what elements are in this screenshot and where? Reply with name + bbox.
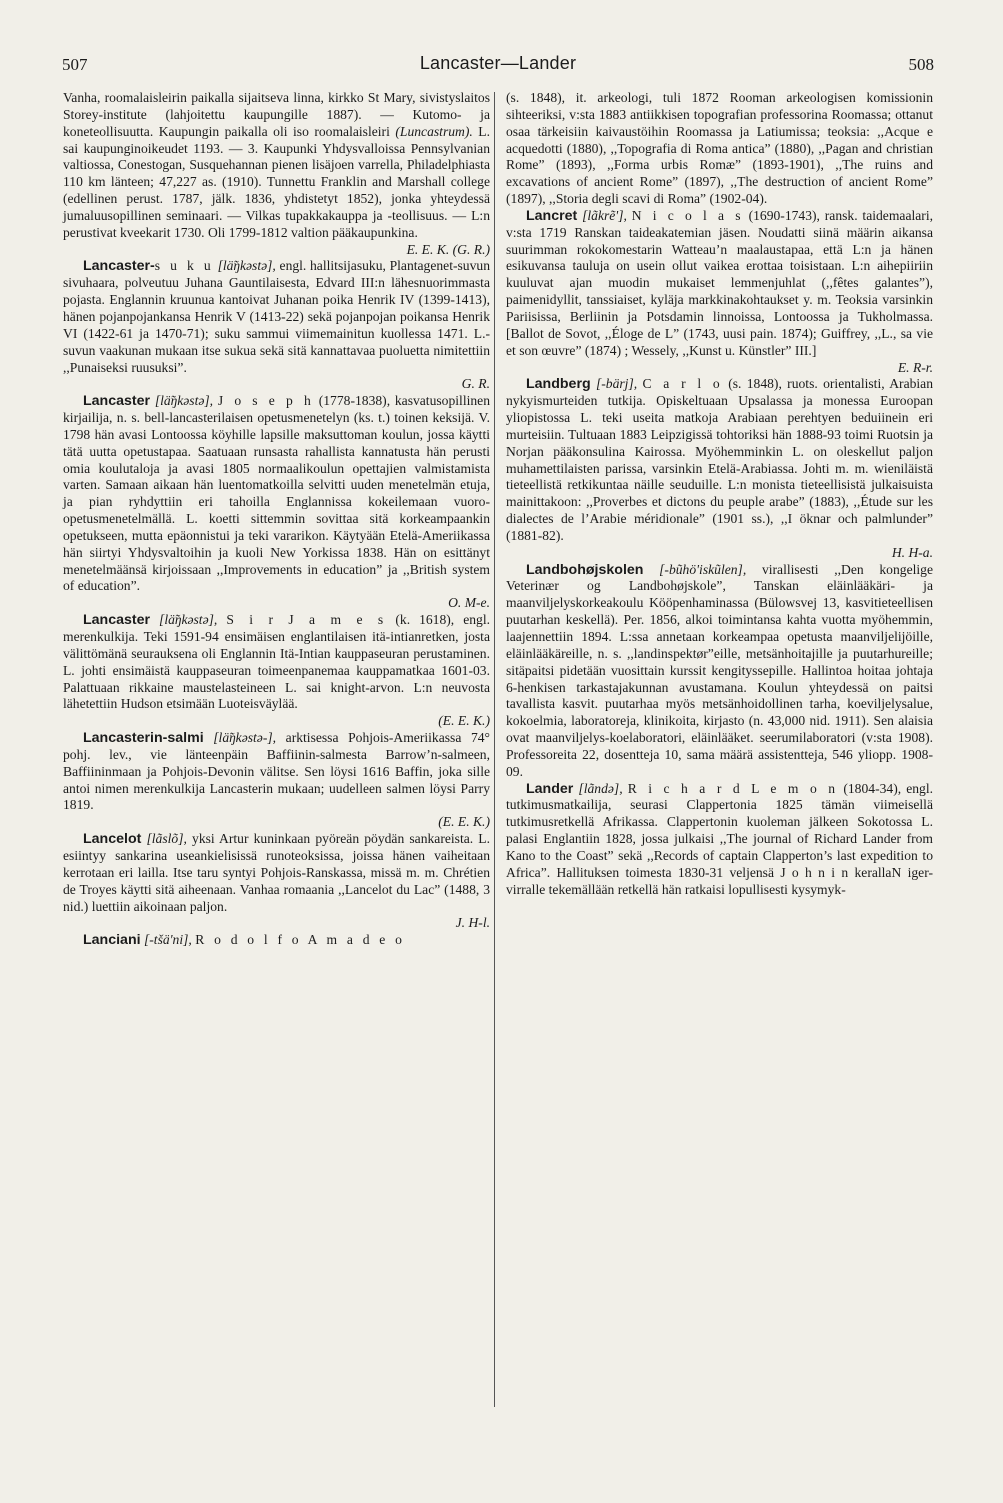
headword: Lancaster xyxy=(83,612,151,629)
author-signature: G. R. xyxy=(461,376,490,392)
author-signature: E. E. K. (G. R.) xyxy=(406,241,490,257)
headword: Lander xyxy=(526,780,574,797)
running-title: Lancaster—Lander xyxy=(419,53,577,73)
entry-text: virallisesti ,,Den kongelige Veterinær og Landbohøjskole”, Tanskan eläinlääkäri- ja maanviljelyskorkeakoulu Kööpenhaminassa (Bülowsvej 13, kasvitieteellisen puutarhan keskellä). Per. 1856, alkoi toimintansa kahta vuotta myöhemmin, laajennettiin 1894. L:ssa annetaan korkeampaa opetusta maanviljelijöille, eläinlääkäreille, n. s. ,,landinspektør”eille, metsänhoitajille ja puutarhureille; sitäpaitsi pidetään vuosittain kurssit kengityssepille. Hallintoa hoitaa johtaja 6-henkisen tarkastajakunnan avustamana. Koulun yhteydessä on paitsi tavallista kasvit. puutarhaa myös metsänhoidollinen tarha, koeviljelysalue, kokoelmia, laboratoreja, klinikoita, kirjasto (n. 43,000 nid. 1911). Sen alaisia ovat maanviljelys-koelaboratori, eläinlääket. seerumilaboratori (v:sta 1908). Professoreita 22, dosentteja 10, sama määrä assistentteja, 546 yliopp. 1908-09. xyxy=(506,561,933,779)
author-signature: E. R-r. xyxy=(897,359,933,375)
author-signature: J. H-l. xyxy=(455,915,490,931)
headword-suffix: s u k u xyxy=(154,258,214,274)
entry-lancaster-suku xyxy=(63,258,490,393)
entry-landbohojskolen xyxy=(506,562,933,781)
right-column xyxy=(506,90,933,899)
headword: Lancelot xyxy=(83,831,142,848)
entry-text: (1804-34), engl. tutkimusmatkailija, seurasi Clappertonia 1825 tämän viimeisellä tutkimusretkellä Afrikassa. Clappertonin kuoleman jälkeen Sokotossa L. palasi Englantiin 1828, jossa julkaisi ,,The journal of Richard Lander from Kano to the Coast” sekä ,,Records of captain Clapperton’s last expedition to Africa”. Hallituksen toimesta 1830-31 veljensä J o h n i n kerallaN iger-virralle tekemällään retkellä hän ratkaisi lopullisesti kysymyk- xyxy=(506,780,934,897)
entry-text: Vanha, roomalaisleirin paikalla sijaitseva linna, kirkko St Mary, sivistyslaitos Storey-institute (lahjoitettu kaupungille 1887). — Kutomo- ja koneteollisuutta. Kaupungin paikalla oli iso roomalaisleiri xyxy=(63,90,490,139)
entry-lancaster-joseph xyxy=(63,393,490,612)
pronunciation: [lãkrẽ'], xyxy=(582,207,627,223)
latin-name: (Luncastrum). xyxy=(395,123,473,139)
headword: Landbohøjskolen xyxy=(526,561,644,578)
entry-continuation xyxy=(506,90,933,208)
pronunciation: [lä̃ŋkəstə-], xyxy=(213,730,277,746)
author-signature: (E. E. K.) xyxy=(438,814,490,830)
entry-text: engl. hallitsijasuku, Plantagenet-suvun sivuhaara, polveutuu Juhana Gauntilaisesta, Edvard III:n lähesnuorimmasta pojasta. Englannin kruunua kantoivat Juhanan poika Henrik IV (1399-1413), hänen pojanpojankansa Henrik V (1413-22) sekä pojanpojan poikansa Henrik VI (1422-61 ja 1470-71); suku sammui viimemainitun kuollessa 1471. L.-suvun vaakunan mukaan itse sukua sekä sitä kannattavaa puoluetta nimitettiin ,,Punaiseksi ruusuksi”. xyxy=(63,258,490,375)
author-signature: O. M-e. xyxy=(448,595,490,611)
headword: Landberg xyxy=(526,376,591,393)
entry-lancasterin-salmi xyxy=(63,730,490,831)
pronunciation: [-bũhö'iskũlen], xyxy=(659,561,747,577)
headword: Lancaster xyxy=(83,393,151,410)
entry-continuation xyxy=(63,90,490,258)
entry-lanciani xyxy=(63,932,490,949)
headword: Lancasterin-salmi xyxy=(83,730,204,747)
pronunciation: [lãndə], xyxy=(578,780,623,796)
entry-text: arktisessa Pohjois-Ameriikassa 74° pohj. lev., vie länteenpäin Baffiinin-salmesta Barrow’n-salmeen, Baffiininmaan ja Pohjois-Devonin välitse. Sen löysi 1616 Baffin, joka sille antoi nimen merenkulkija Lancasterin mukaan; uudelleen salmen löysi Parry 1819. xyxy=(63,730,490,813)
entry-lander xyxy=(506,781,933,899)
entry-text: (1690-1743), ransk. taidemaalari, v:sta 1719 Ranskan taideakatemian jäsen. Noudatti siinä määrin aikansa suurimman rokokomestarin Watteau’n maalaustapaa, että L:n ja hänen esikuvansa tauluja on usein ollut vaikea erottaa toisistaan. L:n aihepiiriin kuuluvat ajan muodin mukaiset lemmenjuhlat (,,fêtes galantes”), paimenidyllit, tanssiaiset, kyläja markkinakohtaukset y. m. Teoksia varsinkin Pariisissa, Berliinin ja Potsdamin linnoissa, Lontoossa ja Tukholmassa. [Ballot de Sovot, ,,Éloge de L” (1743, uusi pain. 1874); Guiffrey, ,,L., sa vie et son œuvre” (1874) ; Wessely, ,,Kunst u. Künstler” III.] xyxy=(506,207,933,358)
author-signature: (E. E. K.) xyxy=(438,713,490,729)
headword: Lancaster- xyxy=(83,258,155,275)
entry-text: (s. 1848), ruots. orientalisti, Arabian nykyismurteiden tutkija. Opiskeltuaan Upsalassa ja monessa Euroopan yliopistossa L. teki useita matkoja Arabiaan perehtyen beduiinein eri murteisiin. Tultuaan 1883 Leipzigissä tohtoriksi hän 1888-93 toimi Ruotsin ja Norjan pääkonsulina Kairossa. Myöhemminkin L. on oleskellut paljon muhamettilaisten parissa, varsinkin Etelä-Arabiassa. Johti m. m. wieniläistä tieteellistä retkikuntaa näille seuduille. L:n monista tieteellisistä julkaisuista mainittakoon: ,,Proverbes et dictons du peuple arabe” (1883), ,,Étude sur les dialectes de l’Arabie méridionale” (1901 ss.), ,,I öknar och palmlunder” (1881-82). xyxy=(506,376,934,543)
entry-text: (k. 1618), engl. merenkulkija. Teki 1591-94 ensimäisen englantilaisen itä-intianretken, josta välittömänä seurauksena oli Englannin Itä-Intian kauppaseuran perustaminen. L. johti ensimäistä kauppaseuran toimeenpanemaa kauppamatkaa 1601-03. Palattuaan rikkaine maustelasteineen L. sai knight-arvon. L:n neuvosta lähetettiin Hudson etsimään Luoteisväylää. xyxy=(63,612,491,712)
author-signature: H. H-a. xyxy=(891,544,933,560)
left-column xyxy=(63,90,490,949)
page-number-left: 507 xyxy=(62,55,88,74)
headword: Lanciani xyxy=(83,932,141,949)
page-number-right: 508 xyxy=(908,55,934,74)
given-name: R i c h a r d L e m o n xyxy=(627,780,839,796)
pronunciation: [-tšä'ni], xyxy=(143,932,192,948)
entry-text: (s. 1848), it. arkeologi, tuli 1872 Rooman arkeologisen komissionin sihteeriksi, v:sta 1883 antiikkisen topografian professorina Roomassa; ottanut osaa tärkeisiin kaivaustöihin Roomassa ja Latiumissa; teoksia: ,,Acque e acquedotti (1880), ,,Topografia di Roma antica” (1880), ,,Pagan and christian Rome” (1893), ,,Forma urbis Romæ” (1893-1901), ,,The ruins and excavations of ancient Rome” (1897), ,,The destruction of ancient Rome” (1897), ,,Storia degli scavi di Roma” (1902-04). xyxy=(506,90,933,207)
pronunciation: [lä̃ŋkəstə], xyxy=(217,258,276,274)
column-divider xyxy=(494,92,495,1407)
entry-text: yksi Artur kuninkaan pyöreän pöydän sankareista. L. esiintyy sankarina useankielisissä runoteoksissa, joissa hänen vaiheitaan kerrotaan eri lailla. Itse taru syntyi Pohjois-Ranskassa, missä m. m. Chrétien de Troyes käytti sitä aiheenaan. Vanhaa romaania ,,Lancelot du Lac” (1488, 3 nid.) luettiin aikoinaan paljon. xyxy=(63,831,490,914)
headword: Lancret xyxy=(526,207,578,224)
given-name: S i r J a m e s xyxy=(226,612,387,628)
entry-text: L. sai kaupunginoikeudet 1193. — 3. Kaupunki Yhdysvalloissa Pennsylvanian valtiossa, Conestogan, Susquehannan pienen lisäjoen varrella, Philadelphiasta 110 km länteen; 47,227 as. (1910). Tunnettu Franklin and Marshall college (edellinen perust. 1787, jälk. 1836, yhdistetyt 1852), jonka yhteydessä jumaluusopillinen seminaari. — Vilkas tupakkakauppa ja -teollisuus. — L:n perustivat kveekarit 1730. Oli 1799-1812 valtion pääkaupunkina. xyxy=(63,123,490,240)
given-name: N i c o l a s xyxy=(631,207,744,223)
pronunciation: [lãslõ], xyxy=(146,831,187,847)
given-name: R o d o l f o A m a d e o xyxy=(195,932,406,948)
entry-lancelot xyxy=(63,831,490,932)
page-header xyxy=(62,55,934,85)
entry-lancret xyxy=(506,208,933,376)
entry-landberg xyxy=(506,376,933,561)
entry-text: (1778-1838), kasvatusopillinen kirjailija, n. s. bell-lancasterilaisen opetusmenetelyn (ks. t.) toinen keksijä. V. 1798 hän avasi Lontoossa köyhille lapsille maksuttoman koulun, jossa käytti tätä uutta opetustapaa. Saatuaan runsasta rahallista kannatusta hän perusti omia koulutaloja ja avasi 1805 normaalikoulun opettajien valmistamista varten. Samaan aikaan hän luentomatkoilla selvitti uuden menetelmän etuja, ja pian ryhdyttiin eri tahoilla Englannissa kokeilemaan vuoro-opetusmenetelmällä. L. koetti sittemmin sovittaa sitä korkeampaankin opetukseen, mutta epäonnistui ja teki vararikon. Käytyään Etelä-Ameriikassa hän siirtyi Yhdysvaltoihin ja kuoli New Yorkissa 1838. Hän on esittänyt menetelmäänsä kirjoissaan ,,Improvements in education” ja ,,British system of education”. xyxy=(63,393,491,594)
pronunciation: [lä̃ŋkəstə], xyxy=(159,612,218,628)
entry-lancaster-james xyxy=(63,612,490,730)
pronunciation: [lä̃ŋkəstə], xyxy=(154,393,214,409)
given-name: J o s e p h xyxy=(217,393,314,409)
pronunciation: [-bärj], xyxy=(595,376,638,392)
given-name: C a r l o xyxy=(642,376,723,392)
